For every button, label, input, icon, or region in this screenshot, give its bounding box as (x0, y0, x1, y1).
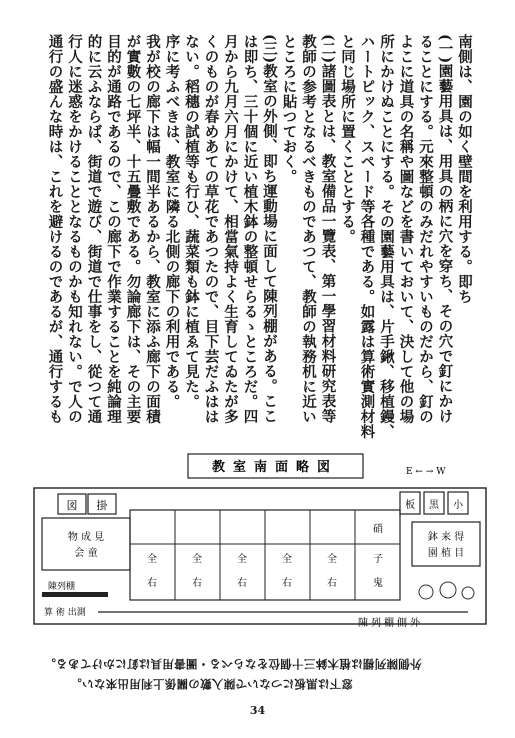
window-cells (130, 510, 400, 600)
page-number: 34 (249, 704, 266, 717)
caption-2: 窓下は黒板につないで陳入數の關係上利用出來ない。 (70, 677, 353, 691)
text-column: 月から九月六月にかけて、相當氣持よく生育してゐたが多 (222, 34, 239, 424)
svg-text:全: 全 (192, 554, 202, 565)
text-column: 教師の参考となるべきものであつて、教師の執務机に近い (300, 34, 317, 424)
left-board-line1: 物 成 見 (67, 532, 105, 543)
bottom-left-label: 算 術 出測 (44, 608, 86, 618)
svg-text:板: 板 (405, 500, 415, 511)
text-column: 所にかけぬことにする。その園藝用具は、片手鍬、移植鏝、 (378, 34, 395, 439)
caption-1: 外側陳列棚は植木鉢三十個位をならべる・圖書用具は釘にかけてある。 (44, 657, 422, 671)
text-column: (三)教室の外側、即ち運動場に面して陳列棚がある。ここ (261, 34, 278, 424)
left-board-box (42, 518, 130, 570)
svg-text:右: 右 (192, 578, 202, 589)
text-column: よこに道具の名稱や圖などを書いておいて、決して他の場 (397, 34, 415, 424)
text-column: 我が校の廊下は幅一間半あるから、教室に添ふ廊下の面積 (144, 34, 161, 424)
svg-text:園 植 目: 園 植 目 (427, 548, 465, 559)
diagram-svg (28, 452, 488, 648)
text-column: 行人に迷惑をかけることとなるものかも知れない。で人の (66, 34, 83, 424)
svg-text:鬼: 鬼 (373, 578, 383, 589)
text-column: ところに貼つておく。 (280, 34, 298, 184)
text-column: ハートピック、スペード等各種である。如露は算術實測材料 (358, 34, 376, 439)
left-box-top2: 掛 (96, 499, 108, 512)
svg-text:右: 右 (282, 578, 292, 589)
text-column: と同じ場所に置くこととする。 (339, 34, 356, 244)
svg-text:鉢 来 得: 鉢 来 得 (427, 532, 465, 543)
text-column: 的に云ふならば、街道で遊び、街道で仕事をし、從つて通 (85, 34, 103, 424)
svg-text:子: 子 (373, 554, 383, 565)
svg-text:右: 右 (327, 578, 337, 589)
svg-text:全: 全 (282, 554, 292, 565)
text-column: 目的が通路であるので、この廊下で作業することを純論理 (105, 34, 122, 424)
svg-text:全: 全 (147, 554, 157, 565)
classroom-diagram (28, 452, 488, 648)
diagram-title: 教室南面略図 (211, 460, 339, 475)
shelf-label: 陳列棚側外 (358, 618, 423, 629)
text-column: ない。稻穗の試植等も行ひ、蔬菜類も鉢に植ゑて見た。 (183, 34, 200, 409)
text-column: 南側は、園の如く壁間を利用する。即ち (456, 34, 473, 304)
text-column: が實數の七坪半、十五疊敷である。勿論廊下は、その主要 (124, 34, 142, 424)
svg-text:全: 全 (237, 554, 247, 565)
text-column: ることにする。元來整頓のみだれやすいものだから、釘の (417, 34, 434, 424)
right-board-box (412, 522, 480, 566)
text-column: くのものが春めあての草花であつたので、目下芸だふはは (202, 34, 220, 424)
svg-text:右: 右 (147, 578, 157, 589)
text-column: (二)諸圖表とは、教室備品一覽表、第一學習材料研究表等 (319, 34, 337, 424)
text-column: 序に考ふべきは、教室に隣る北側の廊下の利用である。 (163, 34, 181, 409)
text-column: は即ち、三十個に近い植木鉢の整頓せらるゝところだ。四 (241, 34, 259, 424)
left-board-line2: 会 童 (74, 548, 98, 559)
compass-label: E ← → W (406, 467, 446, 477)
text-column: 通行の盛んな時は、これを避けるのであるが、通行するも (46, 34, 64, 424)
left-shelf-label: 陳列棚 (48, 582, 76, 592)
svg-text:右: 右 (237, 578, 247, 589)
svg-text:黒: 黒 (429, 500, 439, 511)
left-box-top: 図 (66, 499, 78, 512)
svg-text:全: 全 (327, 554, 337, 565)
text-column: (一)園藝用具は、用具の柄に穴を穿ち、その穴で釘にかけ (436, 34, 454, 424)
svg-text:硝: 硝 (373, 524, 383, 535)
svg-text:小: 小 (453, 500, 463, 511)
